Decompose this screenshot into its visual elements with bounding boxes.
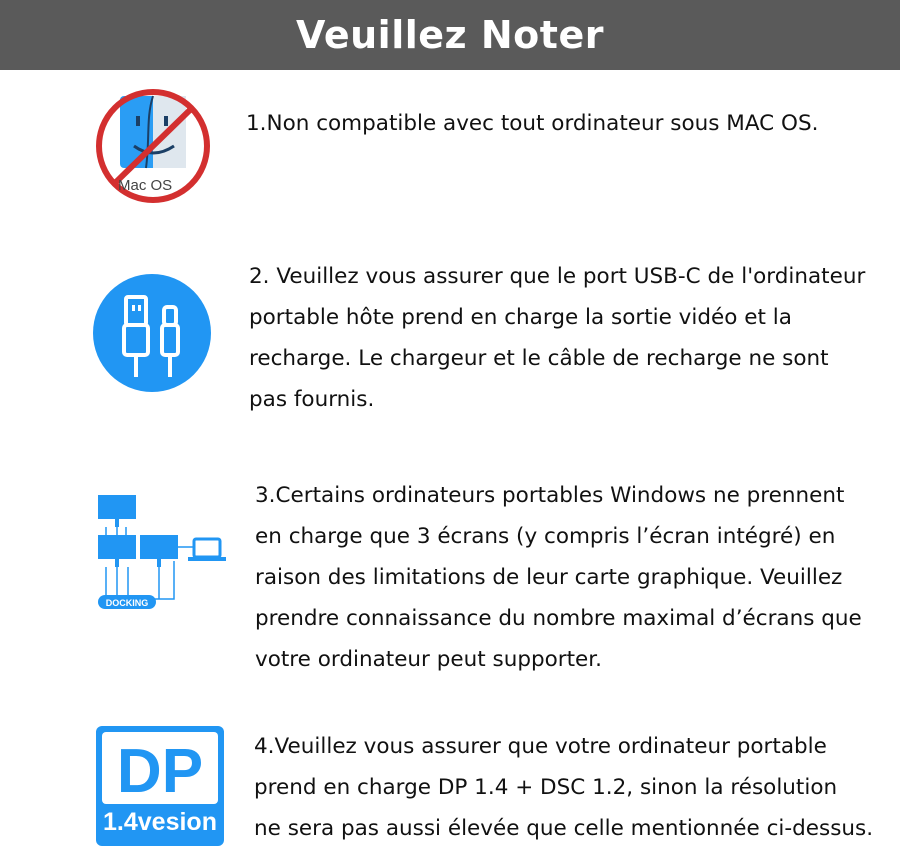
header-banner (0, 0, 900, 70)
note-text-1: 1.Non compatible avec tout ordinateur sous MAC OS. (246, 111, 819, 136)
usb-c-cable-icon (92, 273, 212, 393)
page-title: Veuillez Noter (296, 13, 604, 57)
note-item-3 (0, 476, 900, 686)
note-text-2: 2. Veuillez vous assurer que le port USB-C de l'ordinateur portable hôte prend en charge la sortie vidéo et la recharge. Le chargeur et le câble de recharge ne sont pas fournis. (249, 264, 866, 412)
note-item-4 (0, 724, 900, 852)
dp-label: DP (116, 737, 204, 806)
note-text-4: 4.Veuillez vous assurer que votre ordinateur portable prend en charge DP 1.4 + DSC 1.2, sinon la résolution ne sera pas aussi élevée que celle mentionnée ci-dessus. (254, 734, 874, 841)
docking-monitors-icon (94, 491, 234, 611)
note-item-2 (0, 258, 900, 418)
dp-version-label: 1.4vesion (103, 808, 217, 836)
displayport-badge-icon (94, 724, 228, 850)
docking-label: DOCKING (105, 598, 149, 608)
macos-label: Mac OS (118, 177, 173, 194)
macos-not-supported-icon (92, 88, 214, 206)
note-text-3: 3.Certains ordinateurs portables Windows ne prennent en charge que 3 écrans (y compris l’écran intégré) en raison des limitations de leur carte graphique. Veuillez prendre connaissance du nombre maximal d’écrans que votre ordinateur peut supporter. (255, 483, 862, 672)
note-item-1 (0, 88, 900, 208)
